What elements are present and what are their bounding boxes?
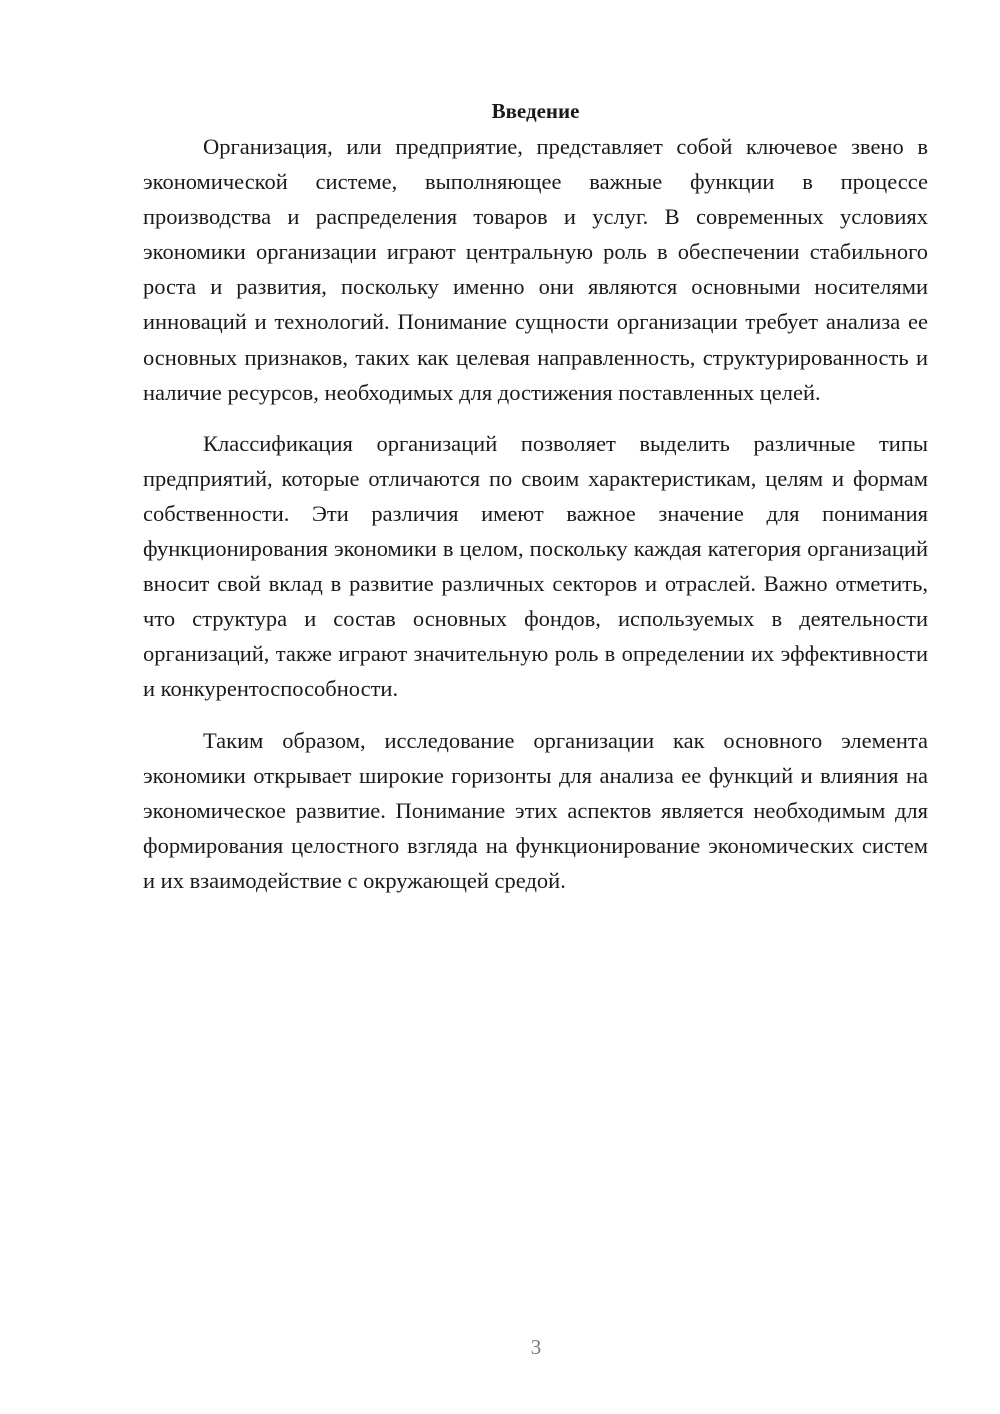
paragraph-1: Организация, или предприятие, представляет собой ключевое звено в экономической системе, выполняющее важные функции в процессе производства и распределения товаров и услуг. В современных условиях экономики организации играют центральную роль в обеспечении стабильного роста и развития, поскольку именно они являются основными носителями инноваций и технологий. Понимание сущности организации требует анализа ее основных признаков, таких как целевая направленность, структурированность и наличие ресурсов, необходимых для достижения поставленных целей.	[143, 134, 928, 405]
page-content	[143, 96, 928, 914]
section-heading: Введение	[491, 99, 580, 123]
paragraph-2: Классификация организаций позволяет выделить различные типы предприятий, которые отличаются по своим характеристикам, целям и формам собственности. Эти различия имеют важное значение для понимания функционирования экономики в целом, поскольку каждая категория организаций вносит свой вклад в развитие различных секторов и отраслей. Важно отметить, что структура и состав основных фондов, используемых в деятельности организаций, также играют значительную роль в определении их эффективности и конкурентоспособности.	[143, 430, 928, 702]
page-number: 3	[530, 1335, 542, 1359]
paragraph-3: Таким образом, исследование организации как основного элемента экономики открывает широкие горизонты для анализа ее функций и влияния на экономическое развитие. Понимание этих аспектов является необходимым для формирования целостного взгляда на функционирование экономических систем и их взаимодействие с окружающей средой.	[143, 727, 928, 893]
